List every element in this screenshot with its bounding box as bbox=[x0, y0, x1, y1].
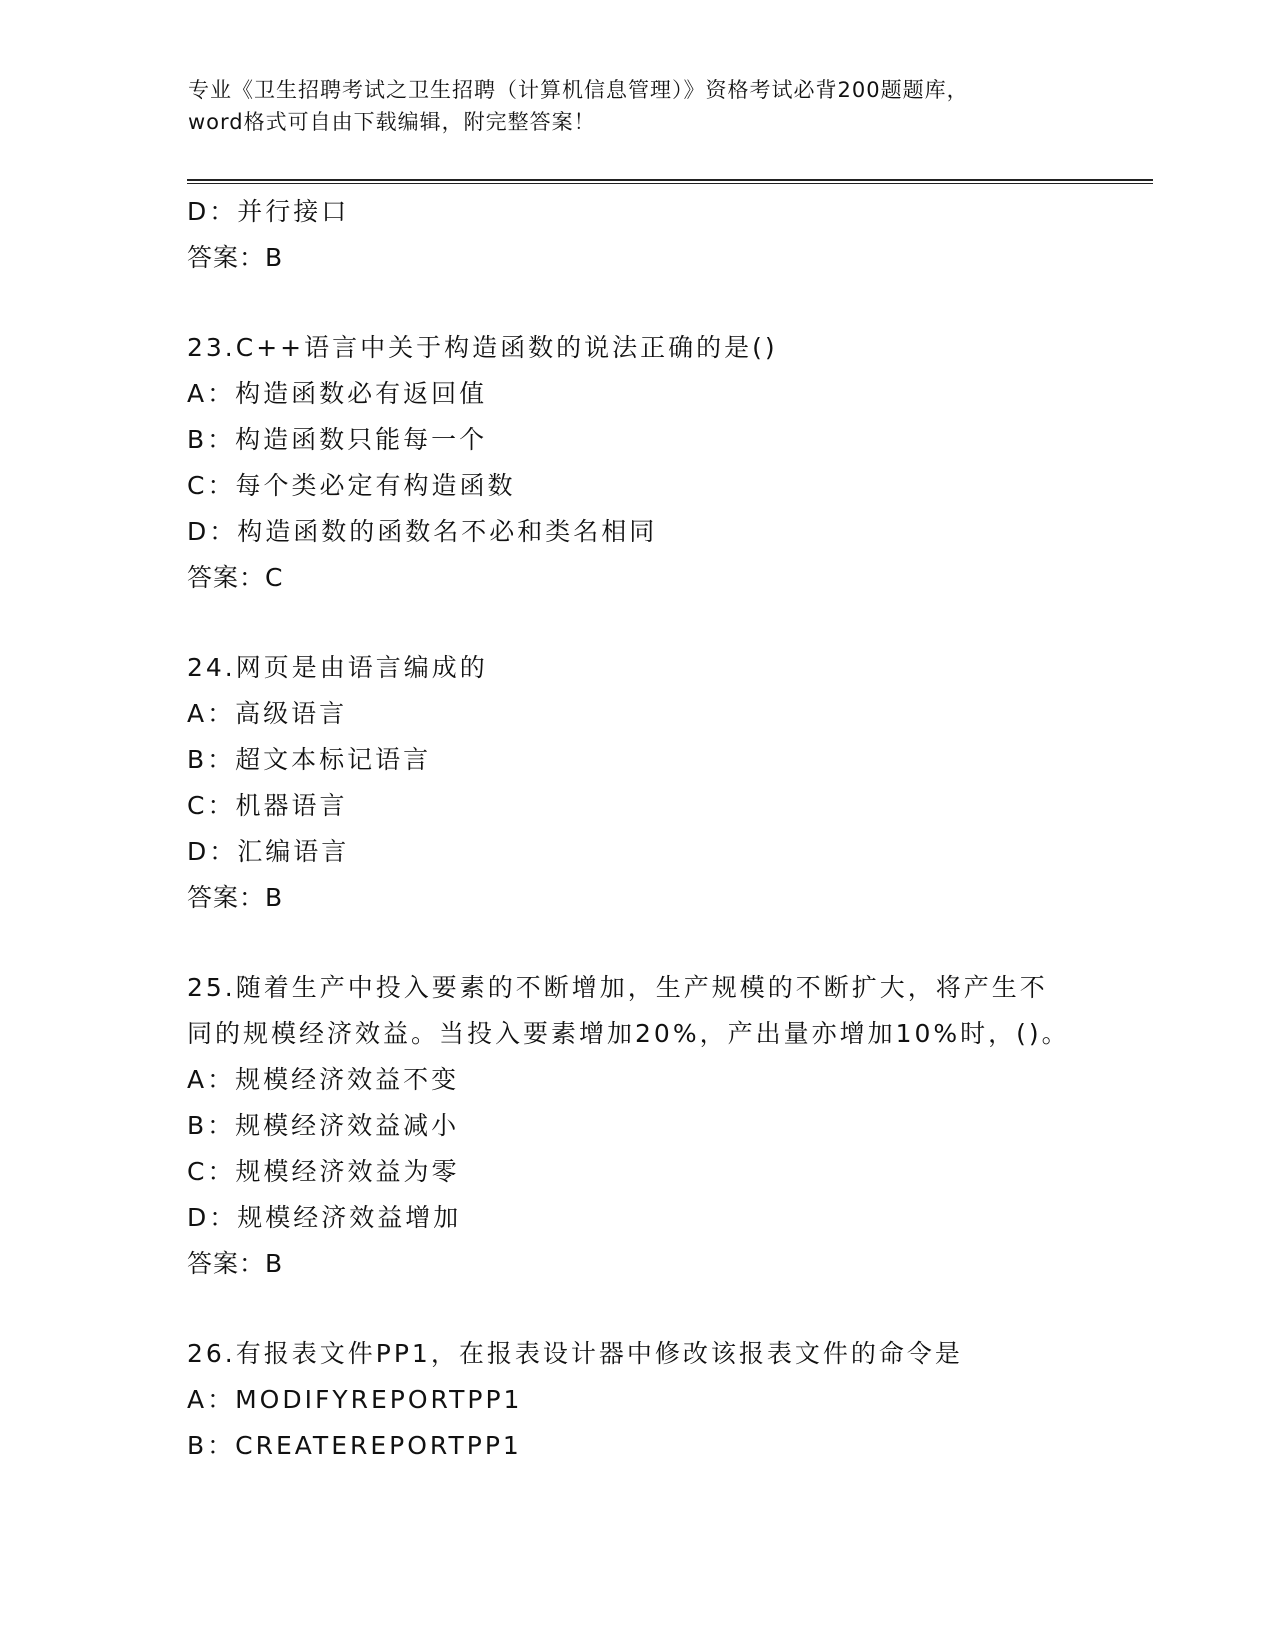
option-b: B：CREATEREPORTPP1 bbox=[187, 1431, 522, 1460]
question-25 bbox=[187, 965, 1147, 1287]
option-a: A：MODIFYREPORTPP1 bbox=[187, 1385, 523, 1414]
header-line-2: word格式可自由下载编辑，附完整答案！ bbox=[188, 110, 596, 134]
spacer bbox=[187, 1287, 1147, 1331]
spacer bbox=[187, 281, 1147, 325]
question-26 bbox=[187, 1331, 1147, 1469]
option-c: C：每个类必定有构造函数 bbox=[187, 471, 516, 500]
option-b: B：超文本标记语言 bbox=[187, 745, 432, 774]
header-line-1: 专业《卫生招聘考试之卫生招聘（计算机信息管理）》资格考试必背200题题库， bbox=[188, 78, 969, 102]
question-stem: 24.网页是由语言编成的 bbox=[187, 653, 488, 682]
prev-answer: 答案：B bbox=[187, 243, 284, 272]
option-d: D：规模经济效益增加 bbox=[187, 1203, 462, 1232]
option-d: D：汇编语言 bbox=[187, 837, 350, 866]
option-a: A：构造函数必有返回值 bbox=[187, 379, 488, 408]
answer: 答案：B bbox=[187, 1249, 284, 1278]
header-divider bbox=[187, 179, 1153, 184]
spacer bbox=[187, 921, 1147, 965]
document-header bbox=[188, 74, 1088, 138]
question-list bbox=[187, 189, 1147, 1469]
option-c: C：机器语言 bbox=[187, 791, 348, 820]
option-a: A：高级语言 bbox=[187, 699, 348, 728]
question-stem-line-1: 25.随着生产中投入要素的不断增加，生产规模的不断扩大，将产生不 bbox=[187, 973, 1048, 1002]
option-c: C：规模经济效益为零 bbox=[187, 1157, 460, 1186]
option-b: B：规模经济效益减小 bbox=[187, 1111, 460, 1140]
option-a: A：规模经济效益不变 bbox=[187, 1065, 460, 1094]
answer: 答案：C bbox=[187, 563, 284, 592]
option-d: D：构造函数的函数名不必和类名相同 bbox=[187, 517, 658, 546]
answer: 答案：B bbox=[187, 883, 284, 912]
question-stem: 26.有报表文件PP1，在报表设计器中修改该报表文件的命令是 bbox=[187, 1339, 963, 1368]
spacer bbox=[187, 601, 1147, 645]
question-24 bbox=[187, 645, 1147, 921]
question-stem-line-2: 同的规模经济效益。当投入要素增加20%，产出量亦增加10%时，()。 bbox=[187, 1019, 1070, 1048]
prev-option-d: D：并行接口 bbox=[187, 197, 350, 226]
question-stem: 23.C++语言中关于构造函数的说法正确的是() bbox=[187, 333, 778, 362]
question-23 bbox=[187, 325, 1147, 601]
option-b: B：构造函数只能每一个 bbox=[187, 425, 488, 454]
